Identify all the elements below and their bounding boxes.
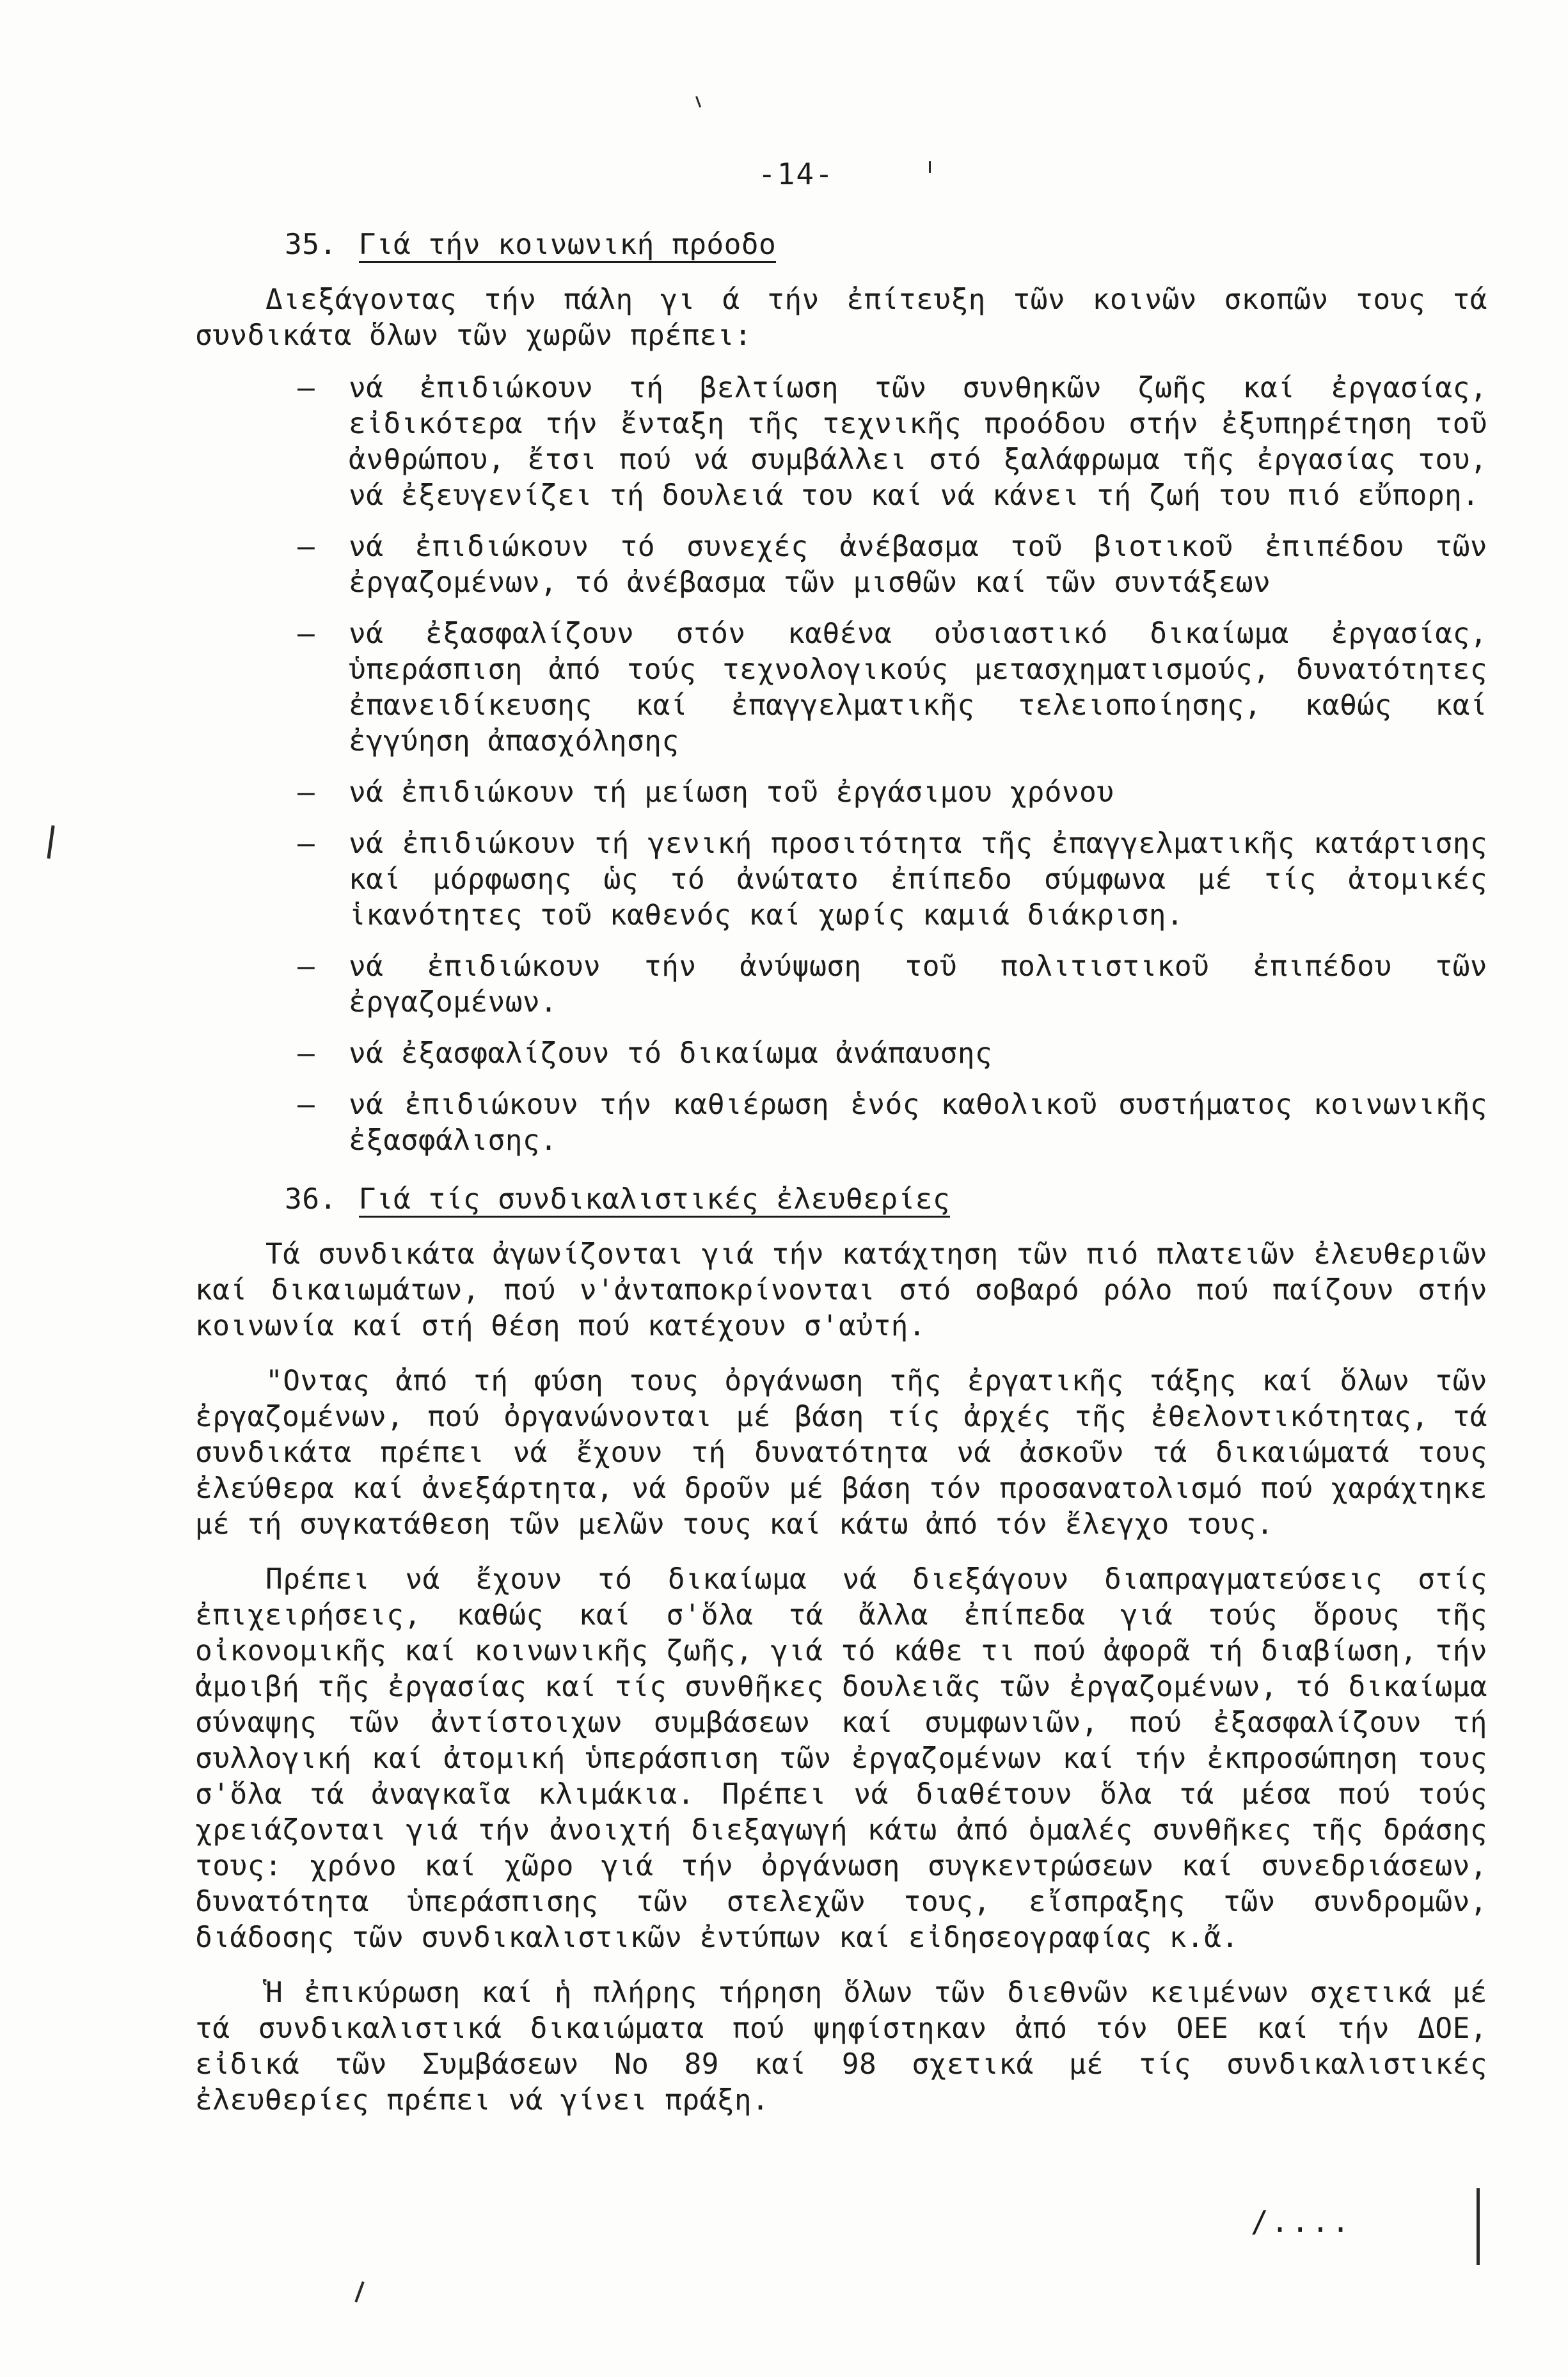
paragraph: Τά συνδικάτα ἀγωνίζονται γιά τήν κατάχτηση τῶν πιό πλατειῶν ἐλευθεριῶν καί δικαιωμάτων, πού ν'ἀνταποκρίνονται στό σοβαρό ρόλο πού παίζουν στήν κοινωνία καί στή θέση πού κατέχουν σ'αὐτή.: [195, 1238, 1487, 1342]
dash-marker: –: [297, 776, 315, 809]
dash-marker: –: [297, 530, 315, 563]
list-item-text: νά ἐπιδιώκουν τή γενική προσιτότητα τῆς ἐπαγγελματικῆς κατάρτισης καί μόρφωσης ὡς τό ἀνώτατο ἐπίπεδο σύμφωνα μέ τίς ἀτομικές ἱκανότητες τοῦ καθενός καί χωρίς καμιά διάκριση.: [349, 827, 1487, 932]
dash-marker: –: [297, 1088, 315, 1121]
list-item: [195, 529, 1487, 601]
list-item: [195, 1036, 1487, 1072]
paragraph: "Οντας ἀπό τή φύση τους ὀργάνωση τῆς ἐργατικῆς τάξης καί ὅλων τῶν ἐργαζομένων, πού ὀργανώνονται μέ βάση τίς ἀρχές τῆς ἐθελοντικότητας, τά συνδικάτα πρέπει νά ἔχουν τή δυνατότητα νά ἀσκοῦν τά δικαιώματά τους ἐλεύθερα καί ἀνεξάρτητα, νά δροῦν μέ βάση τόν προσανατολισμό πού χαράχτηκε μέ τή συγκατάθεση τῶν μελῶν τους καί κάτω ἀπό τόν ἔλεγχο τους.: [195, 1365, 1487, 1541]
page-number: -14-: [758, 157, 834, 191]
scan-mark: [354, 2281, 364, 2302]
section-35-intro: Διεξάγοντας τήν πάλη γι ά τήν ἐπίτευξη τῶν κοινῶν σκοπῶν τους τά συνδικάτα ὅλων τῶν χωρῶν πρέπει:: [195, 283, 1487, 352]
scan-mark: [929, 161, 931, 173]
document-body: [195, 227, 1487, 2138]
section-35-heading: [285, 227, 1487, 263]
section-35-number: 35.: [285, 228, 337, 261]
continuation-marker: /....: [1251, 2204, 1352, 2239]
paragraph: Ἡ ἐπικύρωση καί ἡ πλήρης τήρηση ὅλων τῶν διεθνῶν κειμένων σχετικά μέ τά συνδικαλιστικά δικαιώματα πού ψηφίστηκαν ἀπό τόν ΟΕΕ καί τήν ΔΟΕ, εἰδικά τῶν Συμβάσεων Νο 89 καί 98 σχετικά μέ τίς συνδικαλιστικές ἐλευθερίες πρέπει νά γίνει πράξη.: [195, 1976, 1487, 2117]
section-36-number: 36.: [285, 1183, 337, 1216]
list-item-text: νά ἐξασφαλίζουν τό δικαίωμα ἀνάπαυσης: [349, 1037, 993, 1070]
list-item-text: νά ἐπιδιώκουν τό συνεχές ἀνέβασμα τοῦ βιοτικοῦ ἐπιπέδου τῶν ἐργαζομένων, τό ἀνέβασμα τῶν μισθῶν καί τῶν συντάξεων: [349, 530, 1487, 599]
section-35-title: Γιά τήν κοινωνική πρόοδο: [359, 229, 777, 263]
scan-mark: [47, 825, 54, 859]
list-item: [195, 1087, 1487, 1159]
list-item-text: νά ἐπιδιώκουν τήν καθιέρωση ἑνός καθολικοῦ συστήματος κοινωνικῆς ἐξασφάλισης.: [349, 1088, 1487, 1157]
list-item: [195, 616, 1487, 759]
section-36: [195, 1182, 1487, 2119]
list-item-text: νά ἐπιδιώκουν τή βελτίωση τῶν συνθηκῶν ζωῆς καί ἐργασίας, εἰδικότερα τήν ἔνταξη τῆς τεχνικῆς προόδου στήν ἐξυπηρέτηση τοῦ ἀνθρώπου, ἔτσι πού νά συμβάλλει στό ξαλάφρωμα τῆς ἐργασίας του, νά ἐξευγενίζει τή δουλειά του καί νά κάνει τή ζωή του πιό εὔπορη.: [349, 372, 1487, 512]
scan-mark: [695, 96, 701, 107]
paragraph: Πρέπει νά ἔχουν τό δικαίωμα νά διεξάγουν διαπραγματεύσεις στίς ἐπιχειρήσεις, καθώς καί σ'ὅλα τά ἄλλα ἐπίπεδα γιά τούς ὅρους τῆς οἰκονομικῆς καί κοινωνικῆς ζωῆς, γιά τό κάθε τι πού ἀφορᾶ τή διαβίωση, τήν ἀμοιβή τῆς ἐργασίας καί τίς συνθῆκες δουλειᾶς τῶν ἐργαζομένων, τό δικαίωμα σύναψης τῶν ἀντίστοιχων συμβάσεων καί συμφωνιῶν, πού ἐξασφαλίζουν τή συλλογική καί ἀτομική ὑπεράσπιση τῶν ἐργαζομένων καί τήν ἐκπροσώπηση τους σ'ὅλα τά ἀναγκαῖα κλιμάκια. Πρέπει νά διαθέτουν ὅλα τά μέσα πού τούς χρειάζονται γιά τήν ἀνοιχτή διεξαγωγή κάτω ἀπό ὁμαλές συνθῆκες τῆς δράσης τους: χρόνο καί χῶρο γιά τήν ὀργάνωση συγκεντρώσεων καί συνεδριάσεων, δυνατότητα ὑπεράσπισης τῶν στελεχῶν τους, εἴσπραξης τῶν συνδρομῶν, διάδοσης τῶν συνδικαλιστικῶν ἐντύπων καί εἰδησεογραφίας κ.ἄ.: [195, 1563, 1487, 1954]
section-36-title: Γιά τίς συνδικαλιστικές ἐλευθερίες: [359, 1184, 951, 1218]
scan-mark: [1477, 2188, 1480, 2265]
list-item: [195, 949, 1487, 1021]
dash-marker: –: [297, 617, 315, 650]
dash-marker: –: [297, 827, 315, 860]
dash-marker: –: [297, 372, 315, 404]
list-item: [195, 370, 1487, 514]
section-35-list: [195, 370, 1487, 1159]
dash-marker: –: [297, 1037, 315, 1070]
list-item: [195, 775, 1487, 811]
list-item-text: νά ἐξασφαλίζουν στόν καθένα οὐσιαστικό δικαίωμα ἐργασίας, ὑπεράσπιση ἀπό τούς τεχνολογικούς μετασχηματισμούς, δυνατότητες ἐπανειδίκευσης καί ἐπαγγελματικῆς τελειοποίησης, καθώς καί ἐγγύηση ἀπασχόλησης: [349, 617, 1487, 758]
list-item-text: νά ἐπιδιώκουν τή μείωση τοῦ ἐργάσιμου χρόνου: [349, 776, 1114, 809]
section-36-heading: [285, 1182, 1487, 1218]
list-item: [195, 826, 1487, 934]
section-35: [195, 227, 1487, 1159]
dash-marker: –: [297, 950, 315, 983]
list-item-text: νά ἐπιδιώκουν τήν ἀνύψωση τοῦ πολιτιστικοῦ ἐπιπέδου τῶν ἐργαζομένων.: [349, 950, 1487, 1019]
